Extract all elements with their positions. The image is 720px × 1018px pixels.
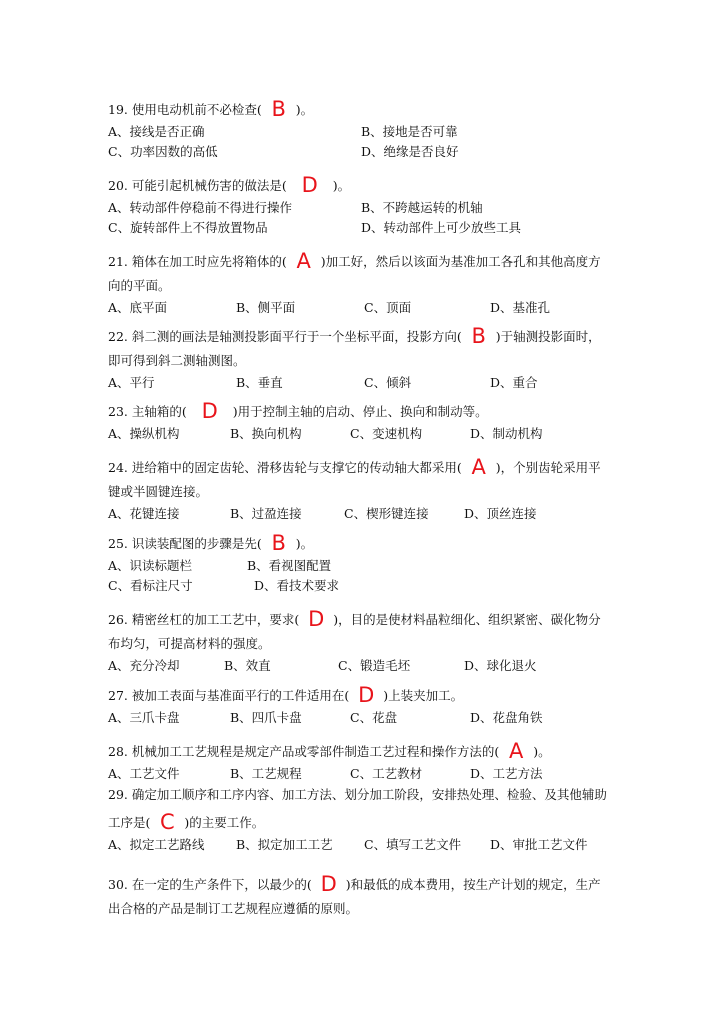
option-row [108, 424, 620, 444]
question-stem: 19. 使用电动机前不必检查( B )。 [108, 97, 314, 121]
question-stem-cont: 布均匀，可提高材料的强度。 [108, 636, 271, 651]
question-stem: 26. 精密丝杠的加工工艺中，要求( D )，目的是使材料晶粒细化、组织紧密、碳化物分 [108, 607, 601, 631]
option-b: B、过盈连接 [230, 506, 302, 521]
option-c: C、填写工艺文件 [364, 837, 462, 852]
option-c: C、顶面 [364, 300, 412, 315]
question-29 [108, 783, 620, 855]
option-c: C、楔形键连接 [344, 506, 429, 521]
option-row [108, 708, 620, 728]
question-26 [108, 608, 620, 676]
option-row [108, 656, 620, 676]
option-a: A、工艺文件 [108, 766, 180, 781]
option-c: C、变速机构 [350, 426, 423, 441]
option-row [108, 576, 620, 596]
question-stem-cont: 向的平面。 [108, 278, 171, 293]
answer-mark: B [271, 97, 286, 121]
answer-mark: D [358, 683, 375, 707]
option-a: A、转动部件停稳前不得进行操作 [108, 200, 293, 215]
option-c: C、旋转部件上不得放置物品 [108, 220, 268, 235]
option-b: B、接地是否可靠 [361, 124, 458, 139]
question-stem-cont: 出合格的产品是制订工艺规程应遵循的原则。 [108, 901, 359, 916]
option-d: D、工艺方法 [470, 766, 543, 781]
question-27 [108, 684, 620, 728]
option-row [108, 835, 620, 855]
option-a: A、充分冷却 [108, 658, 180, 673]
option-d: D、审批工艺文件 [490, 837, 588, 852]
answer-mark: D [320, 872, 337, 896]
option-row [108, 504, 620, 524]
question-19 [108, 98, 620, 162]
option-b: B、不跨越运转的机轴 [361, 200, 483, 215]
option-b: B、看视图配置 [247, 558, 332, 573]
question-stem: 27. 被加工表面与基准面平行的工件适用在( D )上装夹加工。 [108, 683, 464, 707]
option-a: A、识读标题栏 [108, 558, 193, 573]
option-d: D、顶丝连接 [464, 506, 537, 521]
question-22 [108, 325, 620, 393]
option-c: C、功率因数的高低 [108, 144, 218, 159]
option-b: B、换向机构 [230, 426, 302, 441]
option-b: B、工艺规程 [230, 766, 302, 781]
option-d: D、球化退火 [464, 658, 537, 673]
question-stem: 20. 可能引起机械伤害的做法是( D )。 [108, 173, 351, 197]
option-row [108, 298, 620, 318]
option-c: C、锻造毛坯 [338, 658, 411, 673]
question-stem: 21. 箱体在加工时应先将箱体的( A )加工好，然后以该面为基准加工各孔和其他高度方 [108, 249, 601, 273]
answer-mark: C [160, 810, 175, 834]
option-row [108, 142, 620, 162]
answer-mark: B [471, 324, 486, 348]
option-row [108, 556, 620, 576]
answer-mark: D [308, 607, 325, 631]
answer-mark: A [296, 249, 311, 273]
option-d: D、绝缘是否良好 [361, 144, 459, 159]
option-c: C、倾斜 [364, 375, 412, 390]
option-a: A、三爪卡盘 [108, 710, 180, 725]
option-b: B、垂直 [236, 375, 283, 390]
option-d: D、看技术要求 [254, 578, 340, 593]
question-stem: 23. 主轴箱的( D )用于控制主轴的启动、停止、换向和制动等。 [108, 399, 488, 423]
option-d: D、转动部件上可少放些工具 [361, 220, 522, 235]
option-c: C、工艺教材 [350, 766, 423, 781]
question-23 [108, 400, 620, 444]
question-stem: 29. 确定加工顺序和工序内容、加工方法、划分加工阶段，安排热处理、检验、及其他辅助 [108, 787, 607, 802]
question-21 [108, 250, 620, 318]
option-b: B、拟定加工工艺 [236, 837, 333, 852]
question-28 [108, 740, 620, 784]
question-25 [108, 532, 620, 596]
question-stem: 25. 识读装配图的步骤是先( B )。 [108, 531, 314, 555]
answer-mark: D [301, 173, 318, 197]
option-d: D、制动机构 [470, 426, 543, 441]
option-c: C、看标注尺寸 [108, 578, 193, 593]
option-row [108, 373, 620, 393]
option-c: C、花盘 [350, 710, 398, 725]
option-row [108, 218, 620, 238]
option-a: A、操纵机构 [108, 426, 180, 441]
question-stem-cont: 即可得到斜二测轴测图。 [108, 353, 246, 368]
option-d: D、重合 [490, 375, 538, 390]
question-20 [108, 174, 620, 238]
option-a: A、拟定工艺路线 [108, 837, 205, 852]
option-b: B、四爪卡盘 [230, 710, 302, 725]
option-row [108, 764, 620, 784]
question-stem: 22. 斜二测的画法是轴测投影面平行于一个坐标平面，投影方向( B )于轴测投影面时， [108, 324, 601, 348]
answer-mark: A [509, 739, 524, 763]
option-d: D、花盘角铁 [470, 710, 543, 725]
answer-mark: B [271, 531, 286, 555]
question-stem-cont: 键或半圆键连接。 [108, 484, 209, 499]
question-stem-cont: 工序是( C )的主要工作。 [108, 810, 265, 834]
question-24 [108, 456, 620, 524]
option-row [108, 198, 620, 218]
option-b: B、效直 [224, 658, 271, 673]
option-a: A、花键连接 [108, 506, 180, 521]
option-b: B、侧平面 [236, 300, 296, 315]
question-stem: 30. 在一定的生产条件下，以最少的( D )和最低的成本费用，按生产计划的规定，生产 [108, 872, 601, 896]
option-a: A、底平面 [108, 300, 168, 315]
option-a: A、接线是否正确 [108, 124, 205, 139]
question-30 [108, 873, 620, 921]
question-stem: 28. 机械加工工艺规程是规定产品或零部件制造工艺过程和操作方法的( A )。 [108, 739, 551, 763]
question-stem: 24. 进给箱中的固定齿轮、滑移齿轮与支撑它的传动轴大都采用( A )，个别齿轮采用平 [108, 455, 601, 479]
answer-mark: D [201, 399, 218, 423]
option-row [108, 122, 620, 142]
answer-mark: A [471, 455, 486, 479]
option-a: A、平行 [108, 375, 155, 390]
option-d: D、基准孔 [490, 300, 551, 315]
